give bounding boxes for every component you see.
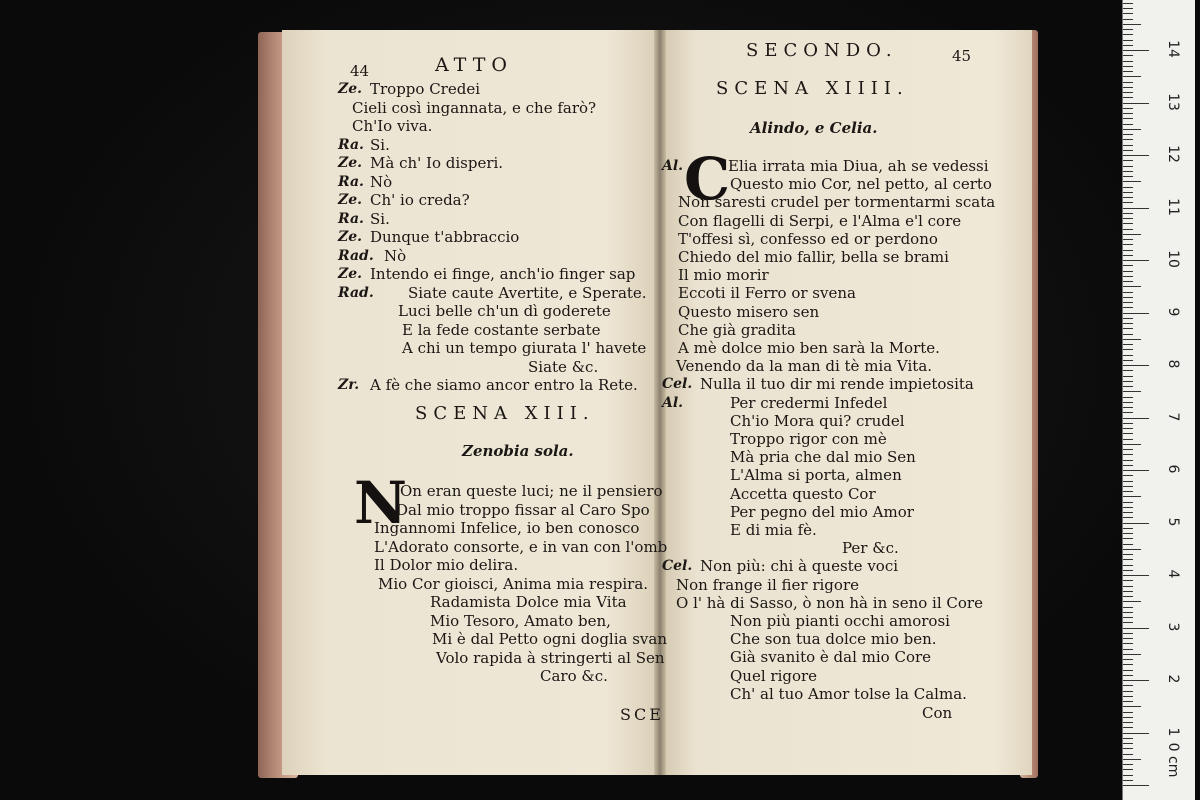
ruler-tick [1123, 559, 1133, 560]
dialogue-line: Ch'Io viva. [352, 117, 433, 135]
ruler-tick [1123, 470, 1149, 471]
measuring-ruler [1122, 0, 1195, 800]
dialogue-line: Intendo ei finge, anch'io finger sap [370, 265, 636, 283]
left-catchword: SCE [620, 705, 664, 724]
ruler-tick [1123, 250, 1133, 251]
dialogue-line: Nò [370, 172, 393, 191]
speaker-label: Rad. [338, 247, 374, 264]
aria-line: Mio Cor gioisci, Anima mia respira. [378, 574, 649, 593]
ruler-tick [1123, 722, 1133, 723]
ruler-tick [1123, 92, 1133, 93]
speaker-label: Al. [662, 158, 684, 174]
ruler-tick [1123, 727, 1133, 728]
ruler-tick [1123, 76, 1141, 77]
ruler-tick [1123, 265, 1133, 266]
ruler-tick [1123, 355, 1133, 356]
ruler-tick [1123, 55, 1133, 56]
ruler-tick [1123, 538, 1133, 539]
ruler-tick [1123, 460, 1133, 461]
speaker-label: Ra. [338, 210, 364, 227]
ruler-tick [1123, 391, 1141, 392]
dialogue-line: Che già gradita [678, 320, 796, 339]
dialogue-line: Troppo rigor con mè [730, 430, 887, 448]
ruler-tick [1123, 328, 1133, 329]
aria-line: Mi è dal Petto ogni doglia svan [432, 630, 668, 648]
ruler-tick [1123, 160, 1133, 161]
dialogue-line: T'offesi sì, confesso ed or perdono [678, 229, 938, 248]
speaker-label: Cel. [662, 376, 693, 393]
dialogue-line: Mà ch' Io disperi. [370, 154, 504, 172]
dialogue-line: Non più pianti occhi amorosi [730, 612, 950, 630]
ruler-tick [1123, 748, 1133, 749]
ruler-tick [1123, 659, 1133, 660]
dialogue-line: Cieli così ingannata, e che farò? [352, 98, 597, 117]
ruler-tick [1123, 223, 1133, 224]
ruler-tick [1123, 423, 1133, 424]
dialogue-line: Non saresti crudel per tormentarmi scata [678, 193, 996, 212]
ruler-tick [1123, 580, 1133, 581]
dialogue-line: Luci belle ch'un dì goderete [398, 302, 611, 320]
ruler-tick [1123, 675, 1133, 676]
ruler-tick [1123, 649, 1133, 650]
ruler-number: 2 [1165, 674, 1181, 684]
ruler-tick [1123, 71, 1133, 72]
ruler-tick [1123, 150, 1133, 151]
ruler-tick [1123, 554, 1133, 555]
ruler-tick [1123, 444, 1141, 445]
ruler-tick [1123, 213, 1133, 214]
ruler-number: 13 [1165, 92, 1181, 111]
ruler-tick [1123, 743, 1133, 744]
left-page-number: 44 [350, 62, 370, 80]
ruler-tick [1123, 643, 1133, 644]
ruler-tick [1123, 244, 1133, 245]
ruler-tick [1123, 313, 1149, 314]
ruler-tick [1123, 166, 1133, 167]
scene-heading-xiiii: SCENA XIIII. [716, 78, 909, 99]
aria-line: L'Adorato consorte, e in van con l'omb [374, 537, 668, 556]
dialogue-line: Si. [370, 209, 390, 228]
ruler-tick [1123, 544, 1133, 545]
ruler-tick [1123, 307, 1133, 308]
ruler-tick [1123, 129, 1141, 130]
dialogue-line: L'Alma si porta, almen [730, 466, 902, 485]
ruler-tick [1123, 596, 1133, 597]
ruler-tick [1123, 176, 1133, 177]
ruler-tick [1123, 139, 1133, 140]
ruler-tick [1123, 118, 1133, 119]
dialogue-line: Eccoti il Ferro or svena [678, 284, 856, 303]
ruler-tick [1123, 260, 1149, 261]
ruler-tick [1123, 685, 1133, 686]
ruler-tick [1123, 780, 1133, 781]
speaker-label: Al. [662, 394, 684, 411]
dialogue-line: Ch' io creda? [370, 191, 470, 209]
right-page-number: 45 [952, 47, 972, 65]
ruler-tick [1123, 281, 1133, 282]
ruler-tick [1123, 376, 1133, 377]
dialogue-line: Nulla il tuo dir mi rende impietosita [700, 375, 974, 394]
ruler-number: 9 [1165, 307, 1181, 316]
ruler-tick [1123, 670, 1133, 671]
ruler-tick [1123, 61, 1133, 62]
ruler-tick [1123, 339, 1141, 340]
ruler-tick [1123, 407, 1133, 408]
dialogue-line: Questo misero sen [678, 302, 820, 321]
ruler-tick [1123, 769, 1133, 770]
drop-cap-n: N [354, 469, 408, 537]
ruler-number: 3 [1165, 622, 1181, 631]
ruler-tick [1123, 586, 1133, 587]
dialogue-line: Questo mio Cor, nel petto, al certo [730, 175, 992, 194]
dialogue-line: Quel rigore [730, 666, 818, 685]
ruler-tick [1123, 491, 1133, 492]
ruler-tick [1123, 496, 1141, 497]
ruler-tick [1123, 502, 1133, 503]
dialogue-line: A chi un tempo giurata l' havete [402, 339, 647, 357]
ruler-tick [1123, 19, 1133, 20]
ruler-number: 8 [1165, 359, 1181, 369]
ruler-tick [1123, 66, 1133, 67]
dialogue-line: A mè dolce mio ben sarà la Morte. [678, 339, 940, 357]
ruler-tick [1123, 486, 1133, 487]
ruler-tick [1123, 565, 1133, 566]
dialogue-line: Con flagelli di Serpi, e l'Alma e'l core [678, 211, 962, 230]
ruler-tick [1123, 754, 1133, 755]
ruler-number: 5 [1165, 517, 1181, 526]
aria-line: Mio Tesoro, Amato ben, [430, 611, 611, 630]
ruler-tick [1123, 733, 1149, 734]
ruler-tick [1123, 717, 1133, 718]
ruler-tick [1123, 323, 1133, 324]
ruler-tick [1123, 3, 1133, 4]
speaker-label: Ze. [338, 155, 363, 171]
ruler-tick [1123, 680, 1149, 681]
ruler-tick [1123, 433, 1133, 434]
ruler-tick [1123, 234, 1141, 235]
ruler-tick [1123, 124, 1133, 125]
dialogue-line: Mà pria che dal mio Sen [730, 448, 916, 467]
ruler-tick [1123, 402, 1133, 403]
ruler-tick [1123, 591, 1133, 592]
scene-heading-xiii: SCENA XIII. [415, 403, 595, 424]
ruler-tick [1123, 654, 1141, 655]
ruler-tick [1123, 775, 1133, 776]
dialogue-line: Nò [384, 246, 407, 265]
ruler-tick [1123, 397, 1133, 398]
ruler-number: 12 [1165, 145, 1181, 163]
ruler-tick [1123, 738, 1133, 739]
dialogue-line: Ch' al tuo Amor tolse la Calma. [730, 684, 967, 703]
ruler-tick [1123, 192, 1133, 193]
ruler-tick [1123, 134, 1133, 135]
ruler-tick [1123, 45, 1133, 46]
ruler-tick [1123, 181, 1141, 182]
ruler-number: 6 [1165, 464, 1181, 474]
ruler-tick [1123, 517, 1133, 518]
ruler-number: 1 [1165, 727, 1181, 736]
ruler-tick [1123, 381, 1133, 382]
ruler-tick [1123, 349, 1133, 350]
ruler-number: 14 [1165, 40, 1181, 58]
ruler-tick [1123, 507, 1133, 508]
aria-line: Radamista Dolce mia Vita [430, 593, 627, 611]
ruler-tick [1123, 34, 1133, 35]
ruler-tick [1123, 171, 1133, 172]
speaker-label: Rad. [338, 284, 374, 301]
dialogue-line: Siate caute Avertite, e Sperate. [408, 283, 647, 302]
right-running-header: SECONDO. [746, 40, 898, 61]
drop-cap-c: C [684, 145, 731, 213]
dialogue-line: Non frange il fier rigore [676, 575, 859, 594]
dialogue-line: Dunque t'abbraccio [370, 228, 520, 246]
dialogue-line: Per pegno del mio Amor [730, 502, 914, 521]
ruler-tick [1123, 664, 1133, 665]
aria-line: Il Dolor mio delira. [374, 556, 519, 574]
ruler-tick [1123, 475, 1133, 476]
ruler-tick [1123, 512, 1133, 513]
ruler-tick [1123, 759, 1141, 760]
ruler-tick [1123, 344, 1133, 345]
dialogue-line: A fè che siamo ancor entro la Rete. [370, 376, 638, 394]
ruler-tick [1123, 785, 1149, 786]
speaker-label: Ze. [338, 229, 363, 245]
ruler-tick [1123, 706, 1141, 707]
dialogue-line: Siate &c. [528, 357, 599, 376]
speaker-label: Ra. [338, 136, 364, 153]
ruler-tick [1123, 454, 1133, 455]
ruler-tick [1123, 622, 1133, 623]
speaker-label: Ze. [338, 266, 363, 282]
ruler-number: 4 [1165, 569, 1181, 579]
dialogue-line: Non più: chi à queste voci [700, 557, 899, 576]
dialogue-line: Venendo da la man di tè mia Vita. [676, 357, 933, 376]
ruler-tick [1123, 87, 1133, 88]
dialogue-line: Troppo Credei [370, 80, 481, 98]
ruler-tick [1123, 334, 1133, 335]
ruler-tick [1123, 8, 1133, 9]
ruler-tick [1123, 50, 1149, 51]
ruler-tick [1123, 481, 1133, 482]
dialogue-line: Che son tua dolce mio ben. [730, 630, 937, 649]
ruler-tick [1123, 40, 1133, 41]
left-running-header: ATTO [435, 54, 513, 76]
ruler-tick [1123, 360, 1133, 361]
dialogue-line: O l' hà di Sasso, ò non hà in seno il Core [676, 593, 983, 612]
ruler-tick [1123, 764, 1133, 765]
ruler-tick [1123, 633, 1133, 634]
ruler-tick [1123, 103, 1149, 104]
ruler-tick [1123, 523, 1149, 524]
right-catchword: Con [922, 704, 953, 722]
ruler-tick [1123, 113, 1133, 114]
ruler-tick [1123, 549, 1141, 550]
ruler-tick [1123, 255, 1133, 256]
ruler-tick [1123, 533, 1133, 534]
speaker-label: Zr. [338, 377, 360, 393]
ruler-tick [1123, 197, 1133, 198]
dialogue-line: Già svanito è dal mio Core [730, 648, 932, 667]
dialogue-line: Elia irrata mia Diua, ah se vedessi [728, 157, 989, 175]
ruler-tick [1123, 412, 1133, 413]
ruler-tick [1123, 286, 1141, 287]
ruler-tick [1123, 465, 1133, 466]
ruler-number: 7 [1165, 412, 1181, 421]
ruler-tick [1123, 24, 1141, 25]
ruler-tick [1123, 318, 1133, 319]
scene-subtitle-alindo-celia: Alindo, e Celia. [750, 119, 878, 137]
dialogue-line: Chiedo del mio fallir, bella se brami [678, 248, 949, 266]
ruler-tick [1123, 601, 1141, 602]
dialogue-line: Per credermi Infedel [730, 393, 888, 412]
ruler-tick [1123, 108, 1133, 109]
aria-line: Caro &c. [540, 667, 608, 685]
ruler-tick [1123, 297, 1133, 298]
aria-line: On eran queste luci; ne il pensiero [400, 482, 663, 500]
ruler-tick [1123, 617, 1133, 618]
ruler-number: 11 [1165, 197, 1181, 216]
ruler-tick [1123, 638, 1133, 639]
ruler-tick [1123, 701, 1133, 702]
ruler-tick [1123, 365, 1149, 366]
speaker-label: Cel. [662, 558, 693, 575]
ruler-tick [1123, 696, 1133, 697]
ruler-tick [1123, 370, 1133, 371]
ruler-tick [1123, 145, 1133, 146]
dialogue-line: Per &c. [842, 539, 899, 558]
ruler-tick [1123, 428, 1133, 429]
ruler-tick [1123, 202, 1133, 203]
speaker-label: Ze. [338, 192, 363, 208]
aria-line: Ingannomi Infelice, io ben conosco [374, 519, 640, 537]
ruler-tick [1123, 97, 1133, 98]
ruler-number: 0 cm [1165, 742, 1181, 778]
aria-line: Dal mio troppo fissar al Caro Spo [396, 500, 650, 519]
ruler-tick [1123, 528, 1133, 529]
ruler-number: 10 [1165, 250, 1181, 268]
ruler-tick [1123, 239, 1133, 240]
ruler-tick [1123, 607, 1133, 608]
aria-line: Volo rapida à stringerti al Sen [436, 648, 665, 667]
ruler-tick [1123, 418, 1149, 419]
ruler-tick [1123, 712, 1133, 713]
ruler-tick [1123, 276, 1133, 277]
dialogue-line: E di mia fè. [730, 521, 817, 539]
speaker-label: Ze. [338, 81, 363, 97]
ruler-tick [1123, 187, 1133, 188]
dialogue-line: E la fede costante serbate [402, 320, 601, 339]
ruler-tick [1123, 218, 1133, 219]
dialogue-line: Accetta questo Cor [730, 484, 876, 503]
ruler-tick [1123, 575, 1149, 576]
dialogue-line: Ch'io Mora qui? crudel [730, 411, 905, 430]
ruler-tick [1123, 439, 1133, 440]
scene-subtitle-zenobia: Zenobia sola. [462, 442, 574, 460]
ruler-tick [1123, 449, 1133, 450]
ruler-tick [1123, 13, 1133, 14]
ruler-tick [1123, 628, 1149, 629]
dialogue-line: Il mio morir [678, 266, 769, 285]
ruler-tick [1123, 271, 1133, 272]
ruler-tick [1123, 82, 1133, 83]
ruler-tick [1123, 612, 1133, 613]
ruler-tick [1123, 208, 1149, 209]
speaker-label: Ra. [338, 173, 364, 190]
dialogue-line: Si. [370, 135, 390, 154]
ruler-tick [1123, 292, 1133, 293]
ruler-tick [1123, 386, 1133, 387]
ruler-tick [1123, 302, 1133, 303]
ruler-tick [1123, 570, 1133, 571]
ruler-tick [1123, 691, 1133, 692]
ruler-tick [1123, 155, 1149, 156]
ruler-tick [1123, 29, 1133, 30]
ruler-tick [1123, 229, 1133, 230]
